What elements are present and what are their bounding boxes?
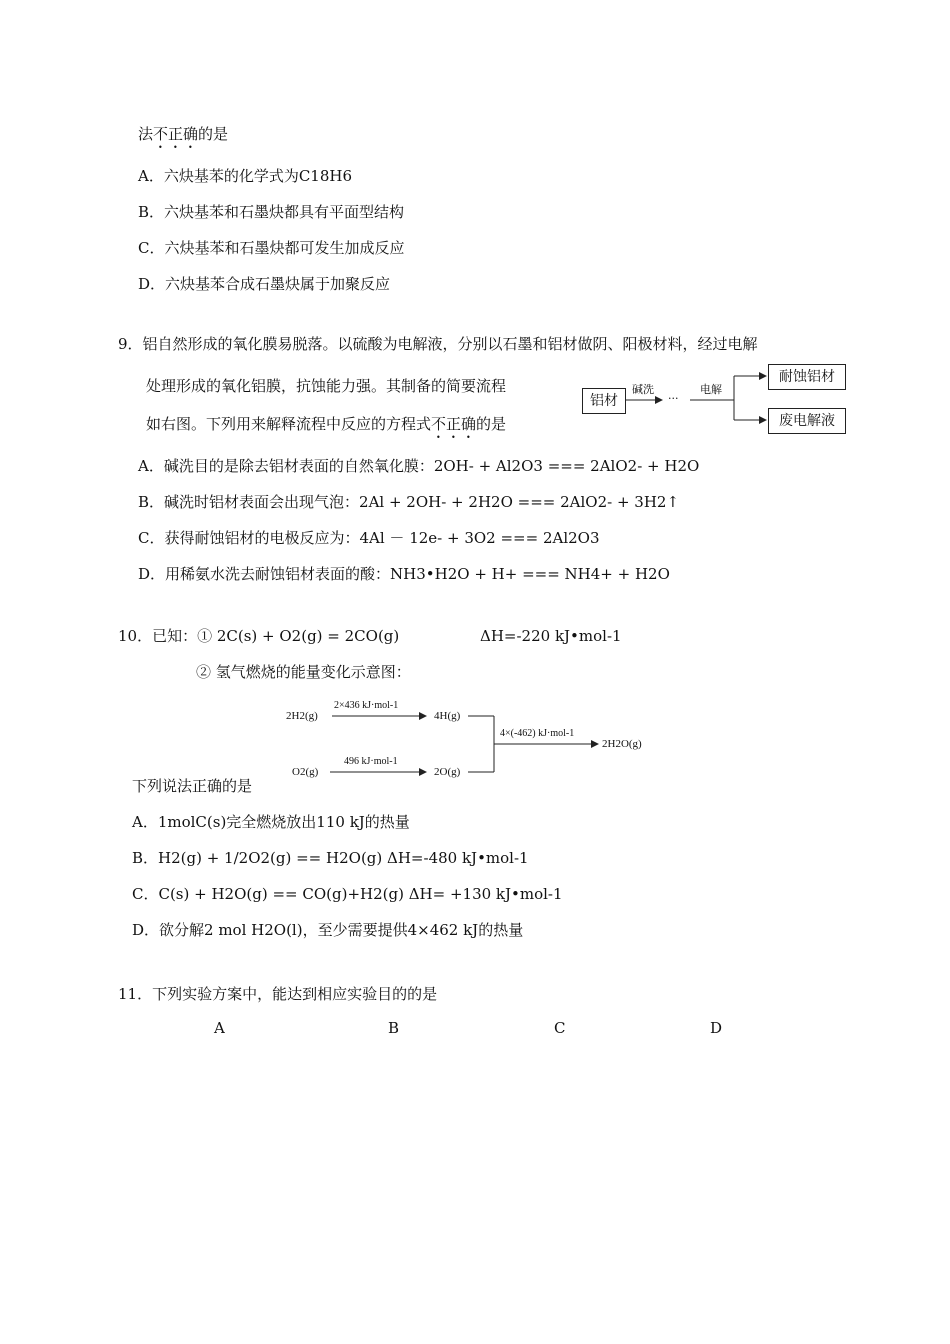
q9-stem-line3: 如右图。下列用来解释流程中反应的方程式不正确的是: [146, 415, 507, 433]
diagram-product: 2H2O(g): [602, 738, 642, 750]
q10-option-d: D．欲分解2 mol H2O(l)，至少需要提供4×462 kJ的热量: [132, 921, 524, 939]
q10-given-2: ② 氢气燃烧的能量变化示意图：: [196, 663, 411, 681]
q11-label-b: B: [388, 1019, 400, 1037]
q11-stem: 11．下列实验方案中，能达到相应实验目的的是: [118, 985, 438, 1003]
flow-step2-label: 电解: [700, 383, 722, 396]
flow-start-box: 铝材: [582, 388, 626, 414]
q10-given-1: 10．已知：① 2C(s) + O2(g) = 2CO(g): [118, 627, 400, 645]
q10-given-1-dh: ΔH=-220 kJ•mol-1: [480, 627, 622, 645]
q10-option-a: A．1molC(s)完全燃烧放出110 kJ的热量: [132, 813, 410, 831]
q11-label-c: C: [554, 1019, 566, 1037]
diagram-o2: O2(g): [292, 766, 319, 778]
q11-label-a: A: [214, 1019, 225, 1037]
q9-option-d: D．用稀氨水洗去耐蚀铝材表面的酸：NH3•H2O + H+ === NH4+ + H2O: [138, 565, 670, 583]
q9-stem-line2: 处理形成的氧化铝膜，抗蚀能力强。其制备的简要流程: [146, 377, 507, 395]
q9-stem-line1: 9．铝自然形成的氧化膜易脱落。以硫酸为电解液，分别以石墨和铝材做阴、阳极材料，经过电解: [118, 335, 758, 353]
diagram-h2-energy: 2×436 kJ·mol-1: [334, 700, 399, 711]
diagram-h-atoms: 4H(g): [434, 710, 461, 722]
q9-option-a: A．碱洗目的是除去铝材表面的自然氧化膜：2OH- + Al2O3 === 2AlO2- + H2O: [138, 457, 700, 475]
q9-option-c: C．获得耐蚀铝材的电极反应为：4Al － 12e- + 3O2 === 2Al2O3: [138, 529, 600, 547]
q8-option-d: D．六炔基苯合成石墨炔属于加聚反应: [138, 275, 391, 293]
q9-option-b: B．碱洗时铝材表面会出现气泡：2Al + 2OH- + 2H2O === 2AlO2- + 3H2↑: [138, 493, 680, 511]
q10-prompt: 下列说法正确的是: [132, 777, 253, 795]
flow-out2-box: 废电解液: [768, 408, 846, 434]
flow-out1-box: 耐蚀铝材: [768, 364, 846, 390]
diagram-combine-energy: 4×(-462) kJ·mol-1: [500, 728, 575, 739]
q8-option-c: C．六炔基苯和石墨炔都可发生加成反应: [138, 239, 405, 257]
q8-option-b: B．六炔基苯和石墨炔都具有平面型结构: [138, 203, 405, 221]
diagram-o2-energy: 496 kJ·mol-1: [344, 756, 398, 767]
diagram-h2: 2H2(g): [286, 710, 318, 722]
q11-label-d: D: [710, 1019, 723, 1037]
flow-dots: ···: [668, 392, 679, 405]
diagram-o-atoms: 2O(g): [434, 766, 461, 778]
q8-stem-tail: 法不正确的是: [138, 125, 229, 143]
q8-option-a: A．六炔基苯的化学式为C18H6: [138, 167, 353, 185]
q10-option-c: C．C(s) + H2O(g) == CO(g)+H2(g) ΔH= +130 kJ•mol-1: [132, 885, 563, 903]
q10-option-b: B．H2(g) + 1/2O2(g) == H2O(g) ΔH=-480 kJ•mol-1: [132, 849, 529, 867]
flow-step1-label: 碱洗: [632, 383, 654, 396]
